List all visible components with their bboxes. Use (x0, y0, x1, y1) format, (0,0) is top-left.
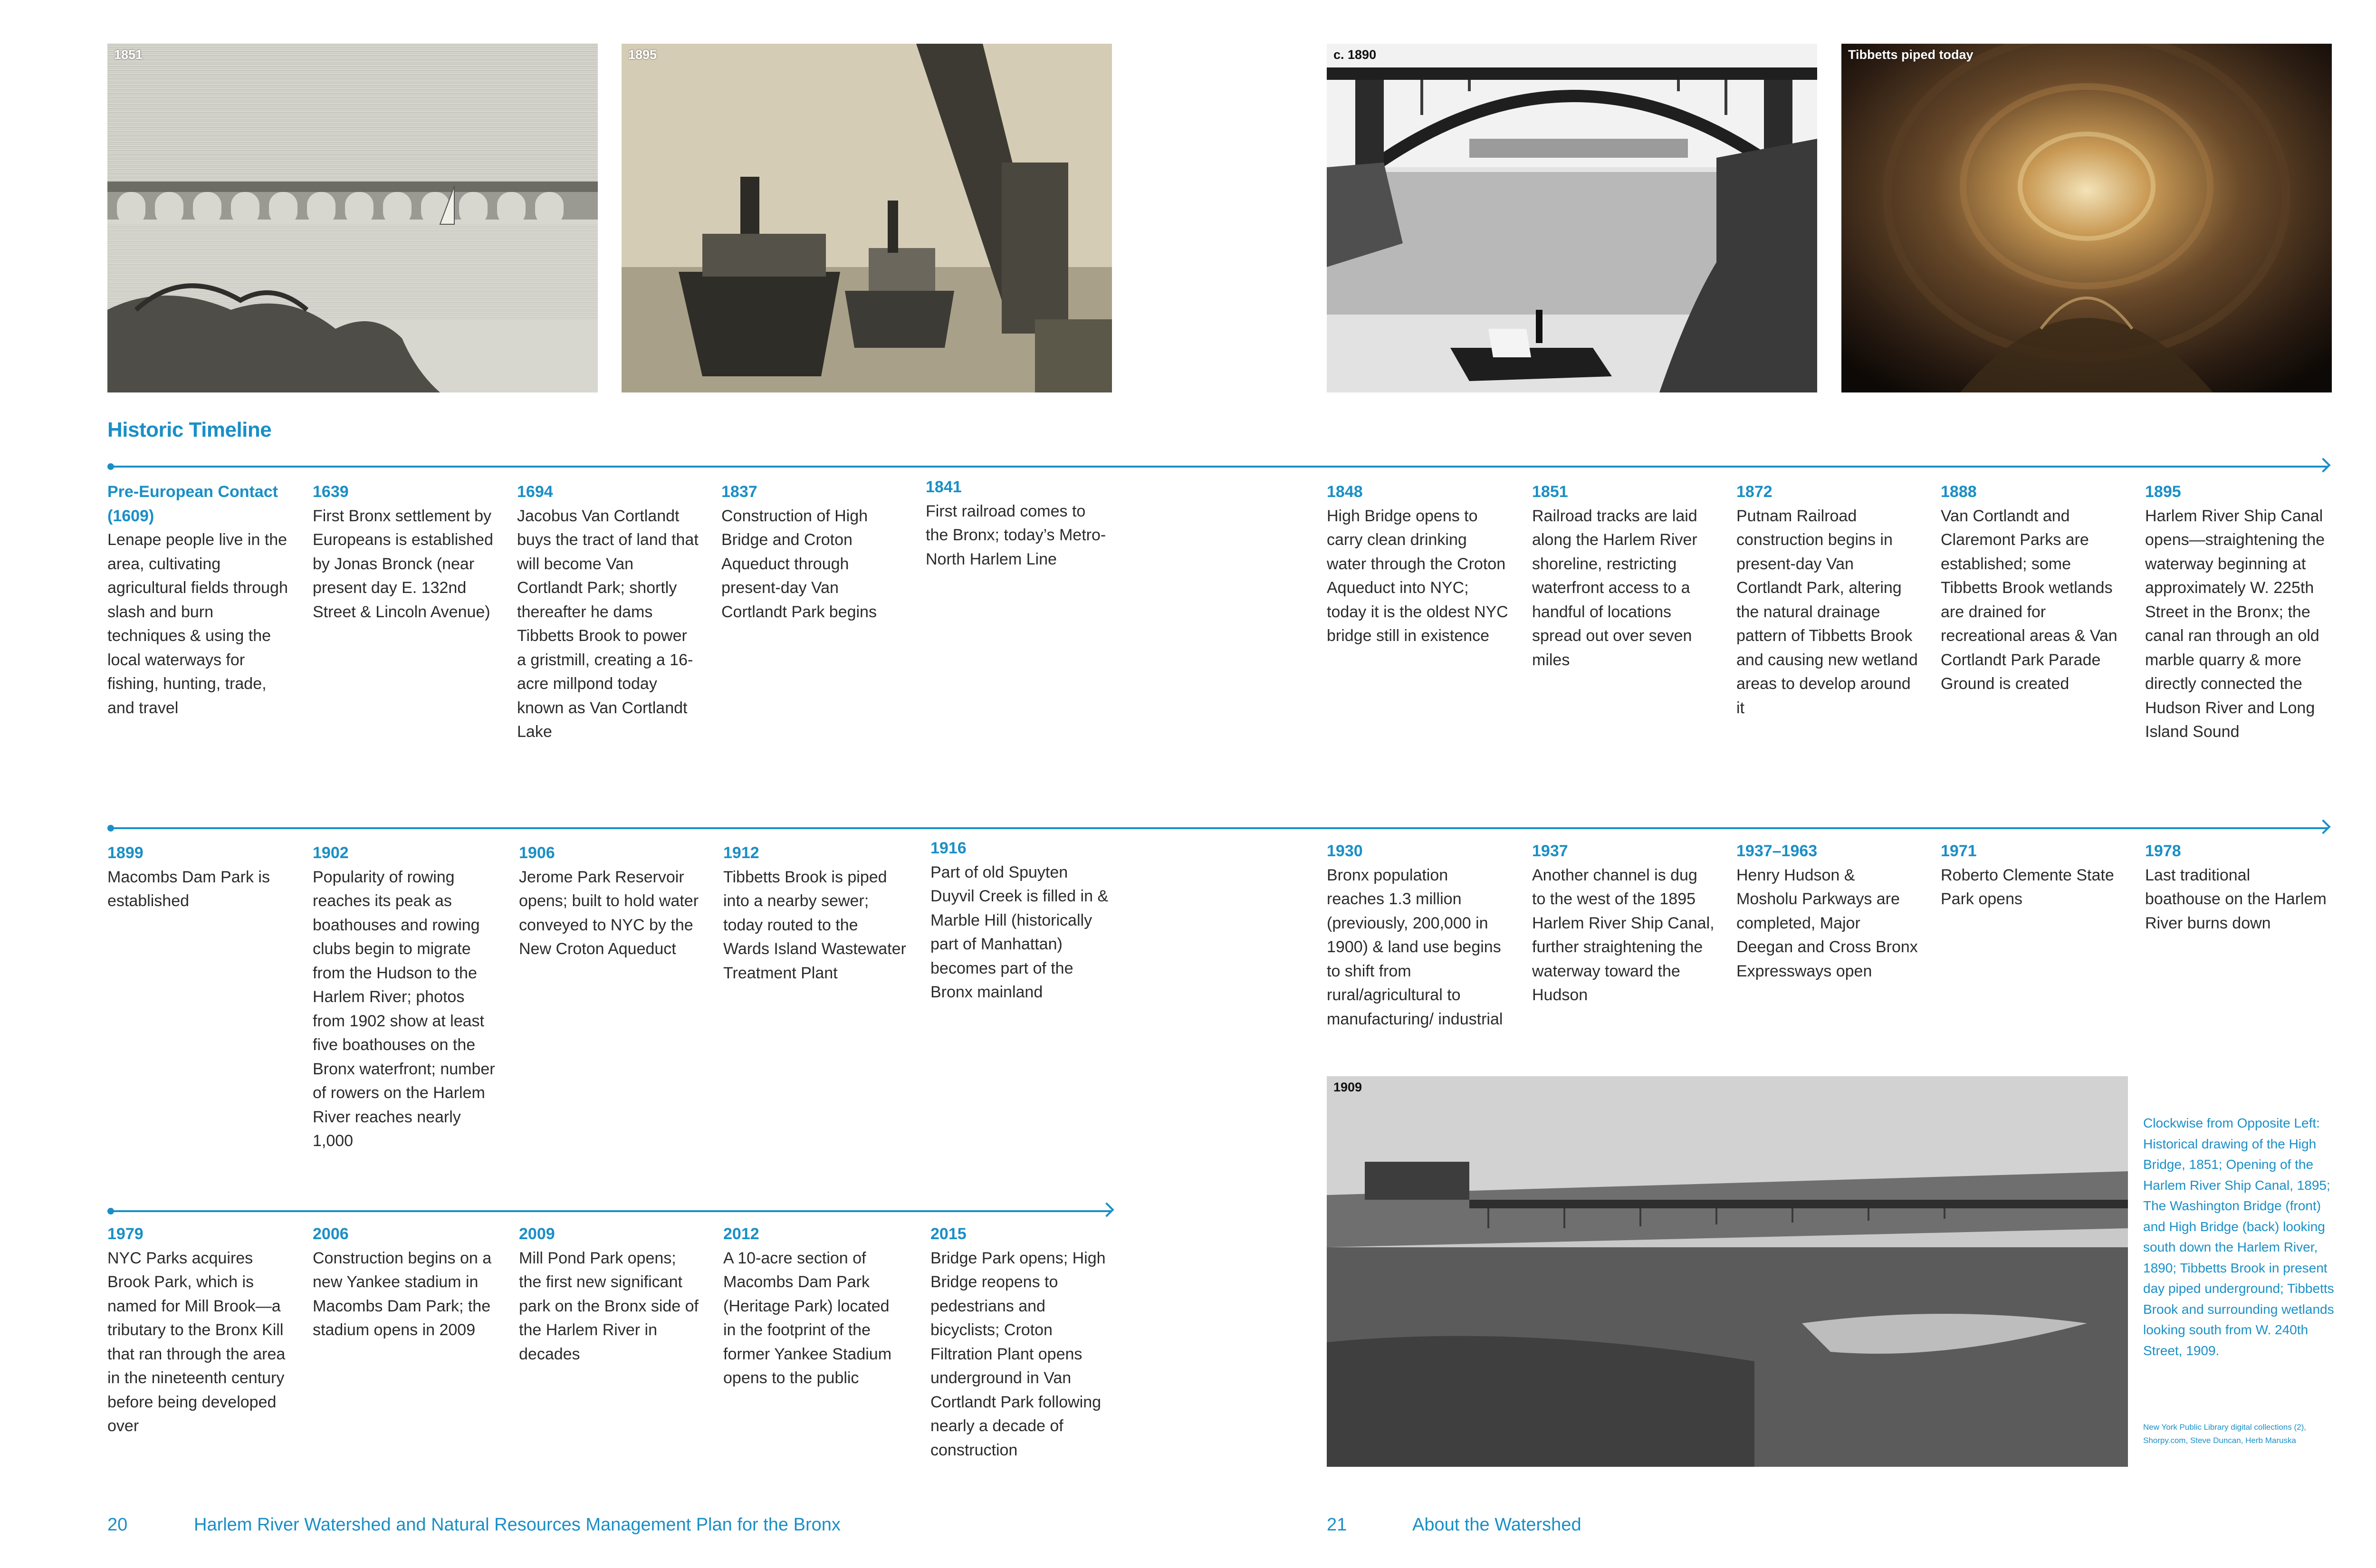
running-title-right: About the Watershed (1412, 1515, 1581, 1535)
entry-text: Putnam Railroad construction begins in present-day Van Cortlandt Park, altering the natural drainage pattern of Tibbetts Brook and causing new wetland areas to develop around it (1736, 507, 1918, 717)
timeline-entry (107, 1222, 290, 1438)
entry-year: 2006 (313, 1225, 349, 1243)
section-heading: Historic Timeline (107, 418, 272, 441)
entry-text: Macombs Dam Park is established (107, 868, 270, 910)
entry-year: 1930 (1327, 842, 1363, 860)
entry-year: Pre-European Contact (1609) (107, 483, 278, 525)
entry-text: Jerome Park Reservoir opens; built to hold water conveyed to NYC by the New Croton Aqueduct (519, 868, 699, 958)
photo-tibbetts-tunnel-today (1841, 44, 2332, 392)
photo-label: Tibbetts piped today (1848, 48, 1974, 62)
timeline-entry (721, 480, 904, 624)
entry-text: Popularity of rowing reaches its peak as boathouses and rowing clubs begin to migrate from the Hudson to the Harlem River; photos from 1902 show at least five boathouses on the Bronx waterfront; number of rowers on the Harlem River reaches nearly 1,000 (313, 868, 495, 1150)
timeline-entry (519, 841, 702, 961)
photo-tibbetts-wetlands-1909 (1327, 1076, 2128, 1467)
timeline-entry (723, 1222, 906, 1390)
entry-text: Construction begins on a new Yankee stadium in Macombs Dam Park; the stadium opens in 2009 (313, 1249, 492, 1339)
entry-text: Bridge Park opens; High Bridge reopens to pedestrians and bicyclists; Croton Filtration Plant opens underground in Van Cortlandt Park following nearly a decade of construction (930, 1249, 1106, 1459)
timeline-entry (1736, 480, 1919, 720)
entry-year: 1971 (1941, 842, 1977, 860)
photo-label: c. 1890 (1333, 48, 1377, 62)
entry-year: 1916 (930, 839, 967, 857)
timeline-entry (313, 841, 496, 1153)
entry-year: 1899 (107, 844, 144, 862)
timeline-entry (519, 1222, 702, 1366)
timeline-entry (723, 841, 906, 985)
entry-year: 1978 (2145, 842, 2181, 860)
entry-year: 1639 (313, 483, 349, 501)
entry-text: High Bridge opens to carry clean drinking water through the Croton Aqueduct into NYC; today it is the oldest NYC bridge still in existence (1327, 507, 1508, 645)
timeline-entry (1941, 480, 2124, 696)
entry-text: NYC Parks acquires Brook Park, which is named for Mill Brook—a tributary to the Bronx Kill that ran through the area in the nineteenth century before being developed over (107, 1249, 286, 1435)
timeline-entry (1532, 839, 1715, 1007)
photo-credit: New York Public Library digital collections (2), Shorpy.com, Steve Duncan, Herb Maruska (2143, 1423, 2306, 1445)
timeline-entry (926, 475, 1109, 571)
timeline-line-1 (110, 466, 2328, 468)
timeline-entry (1327, 839, 1510, 1031)
timeline-entry (107, 841, 290, 913)
entry-text: Tibbetts Brook is piped into a nearby sewer; today routed to the Wards Island Wastewater Treatment Plant (723, 868, 906, 982)
entry-text: A 10-acre section of Macombs Dam Park (Heritage Park) located in the footprint of the former Yankee Stadium opens to the public (723, 1249, 892, 1387)
timeline-entry (1532, 480, 1715, 672)
entry-year: 1912 (723, 844, 759, 862)
entry-year: 1694 (517, 483, 553, 501)
entry-text: Roberto Clemente State Park opens (1941, 866, 2114, 908)
photo-label: 1895 (628, 48, 657, 62)
entry-text: Last traditional boathouse on the Harlem River burns down (2145, 866, 2327, 932)
entry-text: Construction of High Bridge and Croton Aqueduct through present-day Van Cortlandt Park begins (721, 507, 877, 621)
entry-text: Railroad tracks are laid along the Harlem River shoreline, restricting waterfront access to a handful of locations spread out over seven miles (1532, 507, 1697, 669)
timeline-entry (1736, 839, 1919, 983)
entry-year: 1837 (721, 483, 757, 501)
entry-text: First Bronx settlement by Europeans is established by Jonas Bronck (near present day E. 132nd Street & Lincoln Avenue) (313, 507, 493, 621)
entry-text: Part of old Spuyten Duyvil Creek is filled in & Marble Hill (historically part of Manhattan) becomes part of the Bronx mainland (930, 863, 1109, 1001)
entry-year: 1841 (926, 478, 962, 496)
timeline-entry (313, 480, 496, 624)
entry-text: Bronx population reaches 1.3 million (previously, 200,000 in 1900) & land use begins to shift from rural/agricultural to manufacturing/ industrial (1327, 866, 1503, 1028)
entry-year: 1848 (1327, 483, 1363, 501)
entry-year: 1851 (1532, 483, 1568, 501)
entry-year: 1902 (313, 844, 349, 862)
entry-text: Van Cortlandt and Claremont Parks are established; some Tibbetts Brook wetlands are drained for recreational areas & Van Cortlandt Park Parade Ground is created (1941, 507, 2117, 693)
entry-text: Jacobus Van Cortlandt buys the tract of land that will become Van Cortlandt Park; shortly thereafter he dams Tibbetts Brook to power a gristmill, creating a 16-acre millpond today known as Van Cortlandt Lake (517, 507, 699, 741)
page-number-right: 21 (1327, 1515, 1347, 1535)
timeline-entry (1941, 839, 2124, 911)
entry-year: 1872 (1736, 483, 1772, 501)
photo-caption: Clockwise from Opposite Left: Historical drawing of the High Bridge, 1851; Opening of the Harlem River Ship Canal, 1895; The Washington Bridge (front) and High Bridge (back) looking south down the Harlem River, 1890; Tibbetts Brook in present day piped underground; Tibbetts Brook and surrounding wetlands looking south from W. 240th Street, 1909. (2143, 1116, 2334, 1358)
entry-year: 2012 (723, 1225, 759, 1243)
timeline-entry (107, 480, 290, 720)
running-title-left: Harlem River Watershed and Natural Resources Management Plan for the Bronx (194, 1515, 841, 1535)
entry-year: 2015 (930, 1225, 967, 1243)
entry-year: 1937–1963 (1736, 842, 1818, 860)
photo-label: 1851 (114, 48, 143, 62)
entry-text: Another channel is dug to the west of the 1895 Harlem River Ship Canal, further straightening the waterway toward the Hudson (1532, 866, 1715, 1004)
timeline-entry (930, 836, 1113, 1004)
entry-year: 1906 (519, 844, 555, 862)
entry-text: Harlem River Ship Canal opens—straightening the waterway beginning at approximately W. 225th Street in the Bronx; the canal ran through an old marble quarry & more directly connected the Hudson River and Long Island Sound (2145, 507, 2325, 741)
entry-text: Lenape people live in the area, cultivating agricultural fields through slash and burn techniques & using the local waterways for fishing, hunting, trade, and travel (107, 531, 288, 717)
entry-year: 1895 (2145, 483, 2181, 501)
entry-year: 1979 (107, 1225, 144, 1243)
entry-year: 2009 (519, 1225, 555, 1243)
timeline-line-2 (110, 827, 2328, 829)
entry-text: Henry Hudson & Mosholu Parkways are completed, Major Deegan and Cross Bronx Expressways open (1736, 866, 1918, 980)
photo-washington-bridge-c1890 (1327, 44, 1817, 392)
photo-high-bridge-drawing-1851 (107, 44, 598, 392)
timeline-entry (2145, 480, 2328, 744)
photo-ship-canal-opening-1895 (622, 44, 1112, 392)
timeline-entry (313, 1222, 496, 1342)
photo-label: 1909 (1333, 1080, 1362, 1094)
entry-text: Mill Pond Park opens; the first new significant park on the Bronx side of the Harlem River in decades (519, 1249, 699, 1363)
page-number-left: 20 (107, 1515, 128, 1535)
timeline-entry (517, 480, 700, 744)
timeline-line-3 (110, 1210, 1111, 1212)
entry-year: 1888 (1941, 483, 1977, 501)
timeline-entry (930, 1222, 1113, 1462)
entry-year: 1937 (1532, 842, 1568, 860)
timeline-entry (2145, 839, 2328, 935)
timeline-entry (1327, 480, 1510, 648)
entry-text: First railroad comes to the Bronx; today’s Metro-North Harlem Line (926, 502, 1106, 568)
